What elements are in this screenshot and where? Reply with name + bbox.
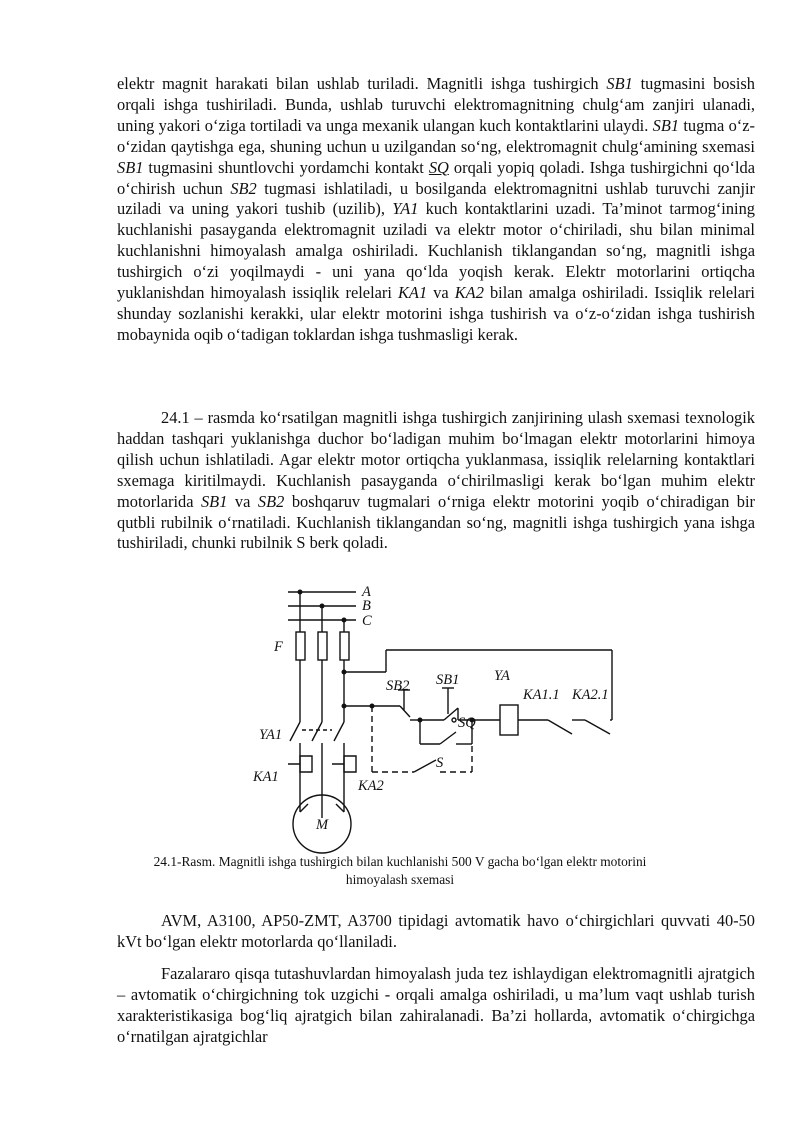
- label-b: B: [362, 598, 371, 614]
- text-run: va: [427, 283, 455, 303]
- italic-symbol: SB2: [230, 178, 257, 198]
- text-run: Fazalararo qisqa tutashuvlardan himoyalash juda tez ishlaydigan elektromagnitli ajratgich – avtomatik o‘chirgichning tok uzgichi - orqali amalga oshiriladi, u ma’lum vaqt ushlab turish xarakteristikasiga bog‘liq ajratgich bilan zahiralanadi. Ba’zi hollarda, avtomatik o‘chirgichga o‘rnatilgan ajratgichlar: [117, 964, 755, 1046]
- coil-ya: [500, 705, 518, 735]
- ka21-contact: [585, 720, 610, 734]
- text-run: 24.1 – rasmda ko‘rsatilgan magnitli ishga tushirgich zanjirining ulash sxemasi texnologik haddan tashqari yuklanishga duchor bo‘ladigan muhim bo‘lmagan elektr motorlarini himoya qilish uchun ishlatiladi. Agar elektr motor ortiqcha yuklanmasa, issiqlik relelarning kontaktlari sxemaga kiritilmaydi. Kuchlanish pasayganda o‘chirilmasligi kerak bo‘lgan muhim elektr motorlarida: [117, 408, 755, 511]
- text-run: tugmasi ishlatiladi, u bosilganda elektromagnitni ushlab turuvchi zanjir uziladi va uning yakori tushib (uzilib),: [117, 178, 756, 219]
- label-a: A: [362, 584, 371, 600]
- text-run: orqali yopiq qoladi. Ishga tushirgichni qo‘lda o‘chirish uchun: [117, 157, 755, 198]
- label-ya1: YA1: [259, 727, 283, 743]
- underlined-symbol: SQ: [428, 157, 449, 177]
- figure-caption: [100, 853, 700, 889]
- s-switch: [414, 760, 436, 772]
- fuse-3: [340, 632, 349, 660]
- label-c: C: [362, 613, 372, 629]
- sb2-contact: [400, 706, 410, 717]
- caption-line-1: 24.1-Rasm. Magnitli ishga tushirgich bilan kuchlanishi 500 V gacha bo‘lgan elektr motorini: [153, 854, 647, 869]
- text-run: tugma o‘z-o‘zidan qaytishga ega, shuning uchun u uzilgandan so‘ng, elektromagnit chulg‘amining sxemasi: [117, 115, 755, 156]
- text-run: va: [227, 491, 258, 511]
- text-run: tugmasini bosish orqali ishga tushiriladi. Bunda, ushlab turuvchi elektromagnitning chulg‘am zanjiri ulanadi, uning yakori o‘ziga tortiladi va unga mexanik ulangan kuch kontaktlarini ulaydi.: [117, 74, 755, 135]
- text-run: boshqaruv tugmalari o‘rniga elektr motorini yoqib o‘chiradigan bir qutbli rubilnik o‘rnatiladi. Kuchlanish tiklangandan so‘ng, magnitli ishga tushirgich yana ishga tushiriladi, chunki rubilnik S berk qoladi.: [117, 491, 756, 553]
- label-sq: SQ: [458, 715, 476, 731]
- thermal-relay-ka2: [332, 756, 356, 772]
- italic-symbol: KA1: [398, 283, 428, 303]
- fuse-2: [318, 632, 327, 660]
- italic-symbol: SB2: [257, 491, 285, 511]
- paragraph-4: [117, 964, 755, 1048]
- italic-symbol: SB1: [117, 157, 144, 177]
- label-f: F: [274, 639, 283, 655]
- italic-symbol: YA1: [392, 199, 419, 219]
- label-ka11: KA1.1: [523, 687, 560, 703]
- italic-symbol: SB1: [652, 115, 680, 135]
- sq-contact: [440, 732, 456, 744]
- text-run: elektr magnit harakati bilan ushlab turiladi. Magnitli ishga tushirgich: [117, 74, 607, 93]
- text-run: bilan amalga oshiriladi. Issiqlik relelari shunday sozlanishi kerakki, ular elektr motorini ishga tushirish va o‘z-o‘zidan ishga tushirish mobaynida oqib o‘tadigan toklardan ishga tushmasligi kerak.: [117, 283, 755, 344]
- text-run: tugmasini shuntlovchi yordamchi kontakt: [143, 157, 429, 177]
- fuse-1: [296, 632, 305, 660]
- italic-symbol: KA2: [454, 283, 484, 303]
- main-contact-3: [334, 722, 344, 741]
- label-ya: YA: [494, 668, 510, 684]
- text-run: kuch kontaktlarini uzadi. Ta’minot tarmog‘ining kuchlanishi pasayganda elektromagnit uziladi va elektr motor o‘chiriladi, shu bilan minimal kuchlanishni himoyalash amalga oshiriladi. Kuchlanish tiklangandan so‘ng, magnitli ishga tushirgich o‘zi yoqilmaydi - uni yana qo‘lda yoqish kerak. Elektr motorlarini ortiqcha yuklanishdan himoyalash issiqlik relelari: [117, 199, 756, 303]
- label-sb2: SB2: [386, 678, 410, 694]
- thermal-relay-ka1: [288, 756, 312, 772]
- label-ka2: KA2: [358, 778, 384, 794]
- italic-symbol: SB1: [606, 74, 633, 93]
- paragraph-3: [117, 911, 755, 953]
- label-ka1: KA1: [253, 769, 279, 785]
- italic-symbol: SB1: [200, 491, 228, 511]
- caption-line-2: himoyalash sxemasi: [345, 872, 455, 887]
- label-sb1: SB1: [436, 672, 460, 688]
- label-m: M: [316, 817, 329, 833]
- ka11-contact: [548, 720, 572, 734]
- label-ka21: KA2.1: [572, 687, 609, 703]
- main-contact-2: [312, 722, 322, 741]
- label-s: S: [436, 755, 444, 771]
- main-contact-1: [290, 722, 300, 741]
- text-run: AVM, A3100, AP50-ZMT, A3700 tipidagi avtomatik havo o‘chirgichlari quvvati 40-50 kVt bo‘lgan elektr motorlarda qo‘llaniladi.: [117, 911, 755, 951]
